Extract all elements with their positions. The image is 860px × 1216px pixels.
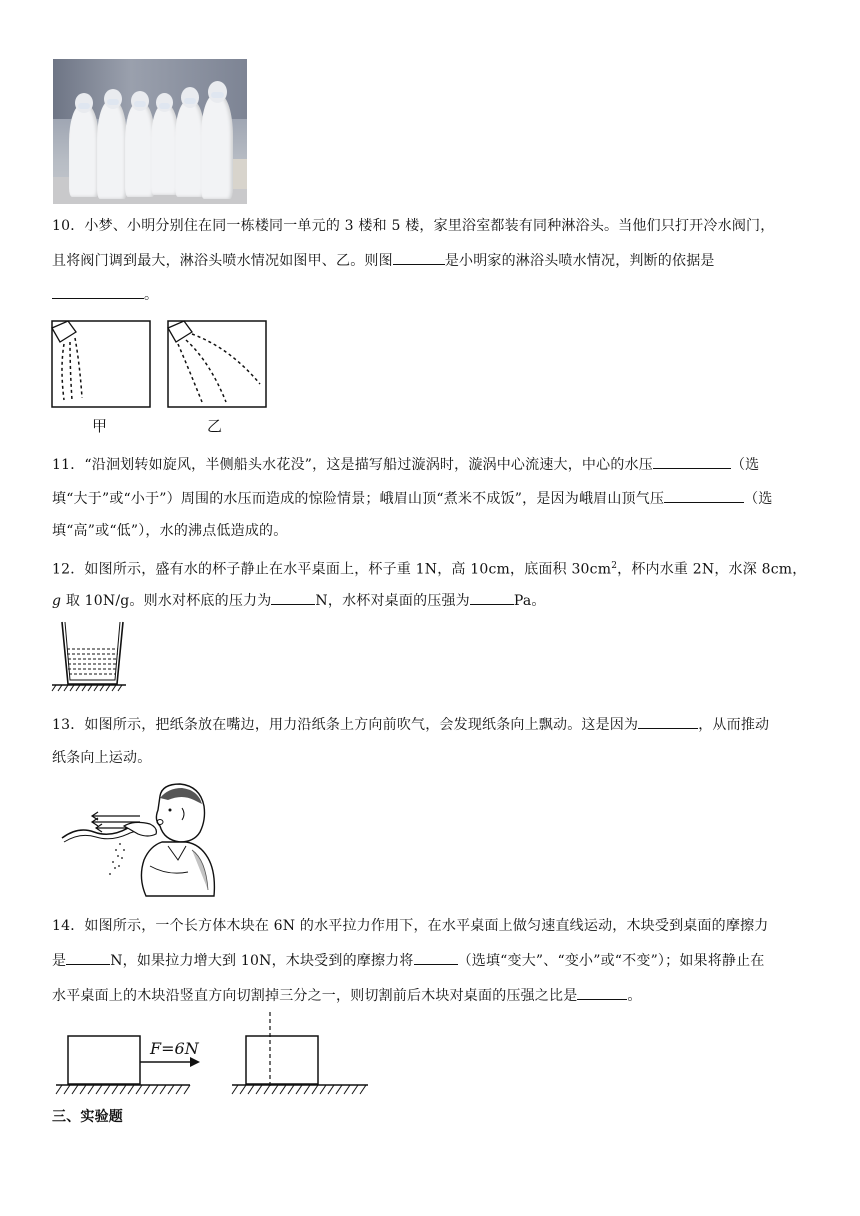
q11-line-1: 11．“沿洄划转如旋风，半侧船头水花没”，这是描写船过漩涡时，漩涡中心流速大，中心的水压 （选 xyxy=(52,454,759,475)
q13-line-1: 13．如图所示，把纸条放在嘴边，用力沿纸条上方向前吹气，会发现纸条向上飘动。这是因为 ，从而推动 xyxy=(52,714,769,735)
q12-line-1: 12．如图所示，盛有水的杯子静止在水平桌面上，杯子重 1N，高 10cm，底面积 $30cm^2$，杯内水重 2N，水深 8cm， xyxy=(52,561,807,578)
answer-blank[interactable] xyxy=(653,454,731,469)
answer-blank[interactable] xyxy=(66,950,110,965)
answer-blank[interactable] xyxy=(664,488,744,503)
q10-line-1: 10．小梦、小明分别住在同一栋楼同一单元的 3 楼和 5 楼，家里浴室都装有同种淋浴头。当他们只打开冷水阀门， xyxy=(52,218,775,234)
figure-label-yi: 乙 xyxy=(207,417,223,435)
q12-line-2: g 取 10N/g。则水对杯底的压力为 N，水杯对桌面的压强为 Pa。 xyxy=(52,590,546,611)
q11-line-2: 填“大于”或“小于”）周围的水压而造成的惊险情景；峨眉山顶“煮米不成饭”，是因为峨眉山顶气压 （选 xyxy=(52,488,773,509)
wood-block-figure xyxy=(50,1010,380,1100)
answer-blank[interactable] xyxy=(470,590,514,605)
q10-line-2: 且将阀门调到最大，淋浴头喷水情况如图甲、乙。则图 是小明家的淋浴头喷水情况，判断的依据是 xyxy=(52,250,715,271)
force-label: F=6N xyxy=(150,1039,199,1058)
q13-line-2: 纸条向上运动。 xyxy=(52,750,152,766)
q14-line-3: 水平桌面上的木块沿竖直方向切割掉三分之一，则切割前后木块对桌面的压强之比是 。 xyxy=(52,985,642,1006)
medical-staff-photo xyxy=(53,59,247,204)
answer-blank[interactable] xyxy=(271,590,315,605)
shower-figure xyxy=(50,318,272,436)
answer-blank[interactable] xyxy=(414,950,458,965)
q14-line-1: 14．如图所示，一个长方体木块在 6N 的水平拉力作用下，在水平桌面上做匀速直线运动，木块受到桌面的摩擦力 xyxy=(52,918,769,934)
cup-figure xyxy=(50,618,130,694)
section-title: 三、实验题 xyxy=(52,1109,123,1125)
answer-blank[interactable] xyxy=(393,250,445,265)
blowing-paper-figure xyxy=(58,780,218,898)
answer-blank[interactable] xyxy=(52,284,144,299)
figure-label-jia: 甲 xyxy=(92,417,108,435)
q10-line-3: 。 xyxy=(52,284,158,305)
q14-line-2: 是 N，如果拉力增大到 10N，木块受到的摩擦力将 （选填“变大”、“变小”或“不变”）；如果将静止在 xyxy=(52,950,765,971)
answer-blank[interactable] xyxy=(638,714,698,729)
q11-line-3: 填“高”或“低”），水的沸点低造成的。 xyxy=(52,523,288,539)
answer-blank[interactable] xyxy=(577,985,627,1000)
